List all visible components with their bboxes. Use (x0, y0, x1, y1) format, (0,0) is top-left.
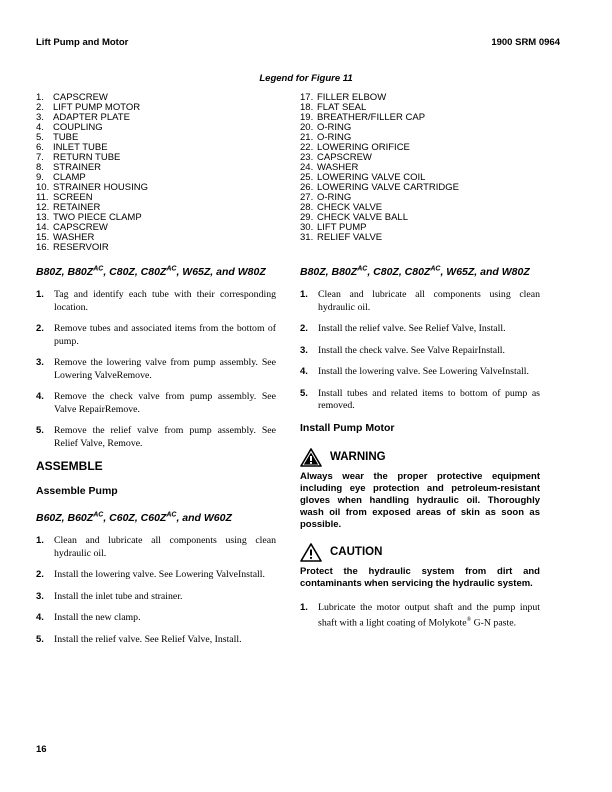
legend-item: 22. LOWERING ORIFICE (300, 142, 410, 153)
legend-item: 21. O-RING (300, 132, 352, 143)
step-item: 4. Install the lowering valve. See Lowering ValveInstall. (300, 366, 529, 377)
warning-heading: WARNING (300, 448, 540, 467)
legend-item: 30. LIFT PUMP (300, 222, 367, 233)
step-item: 1. Clean and lubricate all components using clean hydraulic oil. (36, 535, 276, 559)
step-item: 3. Remove the lowering valve from pump assembly. See Lowering ValveRemove. (36, 357, 276, 381)
caution-heading: CAUTION (300, 543, 540, 562)
legend-item: 25. LOWERING VALVE COIL (300, 172, 426, 183)
legend-item: 11. SCREEN (36, 192, 93, 203)
step-item: 2. Install the relief valve. See Relief Valve, Install. (300, 323, 506, 334)
legend-item: 2. LIFT PUMP MOTOR (36, 102, 141, 113)
legend-item: 6. INLET TUBE (36, 142, 108, 153)
legend-item: 15. WASHER (36, 232, 95, 243)
step-item: 3. Install the check valve. See Valve RepairInstall. (300, 344, 505, 356)
assemble-heading: ASSEMBLE (36, 459, 103, 473)
legend-item: 8. STRAINER (36, 162, 102, 173)
legend-item: 31. RELIEF VALVE (300, 232, 383, 243)
step-item: 1. Lubricate the motor output shaft and the pump input shaft with a light coating of Molykote® G-N paste. (300, 601, 540, 629)
step-item: 5. Install tubes and related items to bottom of pump as removed. (300, 387, 540, 411)
legend-item: 16. RESERVOIR (36, 242, 109, 253)
legend-item: 20. O-RING (300, 122, 352, 133)
legend-item: 10. STRAINER HOUSING (36, 182, 149, 193)
legend-item: 19. BREATHER/FILLER CAP (300, 112, 426, 123)
legend-item: 9. CLAMP (36, 172, 86, 183)
legend-item: 5. TUBE (36, 132, 79, 143)
step-item: 2. Install the lowering valve. See Lowering ValveInstall. (36, 569, 265, 580)
disassemble-steps (36, 289, 276, 450)
step-item: 5. Install the relief valve. See Relief Valve, Install. (36, 633, 242, 645)
install-pump-motor-heading: Install Pump Motor (300, 421, 395, 434)
legend-title: Legend for Figure 11 (259, 73, 353, 84)
step-item: 1. Clean and lubricate all components using clean hydraulic oil. (300, 289, 540, 313)
model-heading: B80Z, $B80Z^{AC}$, C80Z, $C80Z^{AC}$, W65Z, and W80Z (36, 265, 266, 278)
legend-item: 27. O-RING (300, 192, 352, 203)
legend-item: 3. ADAPTER PLATE (36, 112, 130, 123)
caution-triangle-icon (300, 543, 322, 562)
motor-steps (300, 602, 540, 630)
legend-item: 26. LOWERING VALVE CARTRIDGE (300, 182, 459, 193)
legend-item: 13. TWO PIECE CLAMP (36, 212, 142, 223)
caution-text: Protect the hydraulic system from dirt and contaminants when servicing the hydraulic system. (300, 565, 540, 589)
assemble-pump-heading: Assemble Pump (36, 485, 118, 497)
step-item: 5. Remove the relief valve from pump assembly. See Relief Valve, Remove. (36, 425, 276, 449)
legend-item: 1. CAPSCREW (36, 92, 108, 103)
header-doc-number: 1900 SRM 0964 (491, 37, 560, 48)
legend-item: 18. FLAT SEAL (300, 102, 367, 113)
legend-item: 24. WASHER (300, 162, 359, 173)
legend-item: 12. RETAINER (36, 202, 101, 213)
warning-text: Always wear the proper protective equipment including eye protection and petroleum-resistant gloves when handling hydraulic oil. Thoroughly wash oil from exposed areas of skin as soon as possible. (300, 470, 540, 530)
left-column (36, 266, 276, 655)
step-item: 4. Install the new clamp. (36, 612, 141, 623)
legend-list-left (36, 93, 148, 253)
install-steps (300, 289, 540, 413)
step-item: 4. Remove the check valve from pump assembly. See Valve RepairRemove. (36, 391, 276, 415)
legend-item: 4. COUPLING (36, 122, 103, 133)
assemble-steps (36, 535, 276, 646)
header-title: Lift Pump and Motor (36, 37, 129, 48)
legend-item: 23. CAPSCREW (300, 152, 372, 163)
legend-item: 14. CAPSCREW (36, 222, 108, 233)
legend-item: 29. CHECK VALVE BALL (300, 212, 408, 223)
legend-item: 28. CHECK VALVE (300, 202, 383, 213)
step-item: 1. Tag and identify each tube with their corresponding location. (36, 289, 276, 313)
model-heading: B80Z, $B80Z^{AC}$, C80Z, $C80Z^{AC}$, W65Z, and W80Z (300, 265, 530, 278)
legend-list-right (300, 93, 459, 243)
step-item: 3. Install the inlet tube and strainer. (36, 590, 183, 602)
legend-item: 17. FILLER ELBOW (300, 92, 387, 103)
warning-triangle-icon (300, 448, 322, 467)
step-item: 2. Remove tubes and associated items from the bottom of pump. (36, 323, 276, 347)
model-heading: B60Z, $B60Z^{AC}$, C60Z, $C60Z^{AC}$, and W60Z (36, 511, 232, 524)
page-number: 16 (36, 744, 47, 755)
right-column (300, 266, 540, 639)
legend-item: 7. RETURN TUBE (36, 152, 121, 163)
